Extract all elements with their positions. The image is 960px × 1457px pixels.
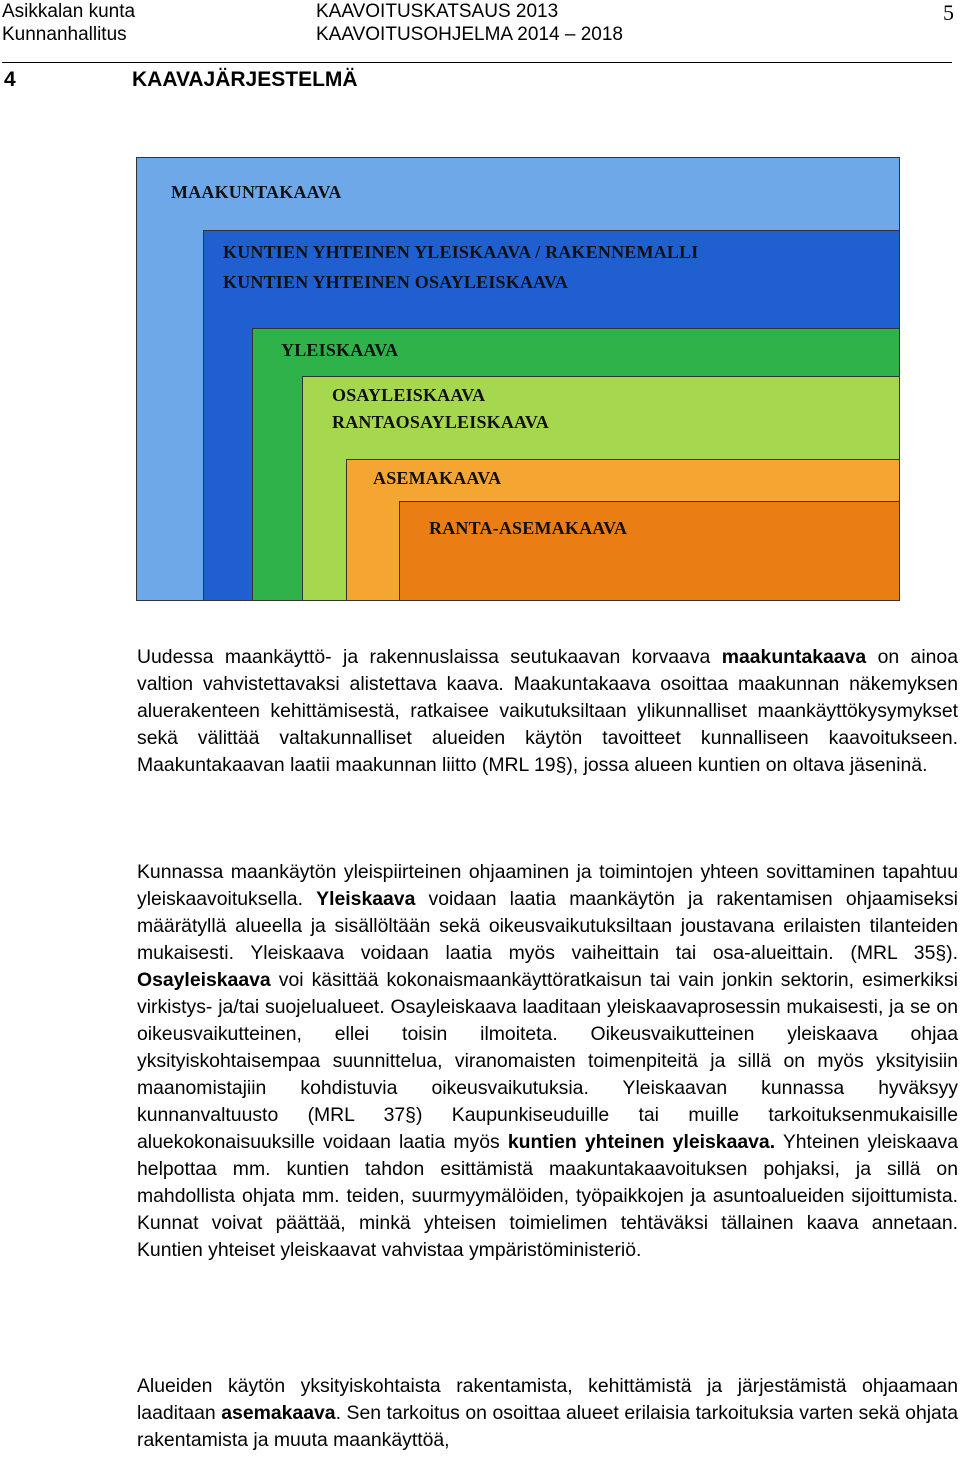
department-name: Kunnanhallitus (2, 24, 127, 45)
bold-term: Osayleiskaava (137, 969, 271, 991)
paragraph-asemakaava (137, 1373, 958, 1454)
plan-hierarchy-diagram (136, 157, 900, 601)
bold-term: maakuntakaava (721, 646, 867, 668)
label-kuntien-yhteinen-osayleiskaava: KUNTIEN YHTEINEN OSAYLEISKAAVA (223, 272, 569, 292)
section-title: KAAVAJÄRJESTELMÄ (132, 68, 358, 91)
label-maakuntakaava: MAAKUNTAKAAVA (171, 182, 342, 202)
document-title: KAAVOITUSKATSAUS 2013 (316, 1, 559, 22)
label-kuntien-yhteinen-yleiskaava: KUNTIEN YHTEINEN YLEISKAAVA / RAKENNEMALLI (223, 242, 699, 262)
text-run: Yhteinen yleiskaava helpottaa mm. kuntien tahdon esittämistä maakuntakaavoituksen pohjaksi, ja sillä on mahdollista ohjata mm. teiden, suurmyymälöiden, työpaikkojen ja asuntoalueiden sijoittumista. Kunnat voivat päättää, minkä yhteisen toimielimen tehtäväksi tällainen kaava annetaan. Kuntien yhteiset yleiskaavat vahvistaa ympäristöministeriö. (137, 1131, 959, 1261)
section-heading (4, 68, 358, 92)
text-run: Kunnassa maankäytön yleispiirteinen ohjaaminen ja toimintojen yhteen sovittaminen tapahtuu yleiskaavoituksella. (137, 861, 958, 910)
text-run: . Sen tarkoitus on osoittaa alueet erilaisia tarkoituksia varten sekä ohjata rakentamista ja muuta maankäyttöä, (137, 1402, 958, 1451)
text-run: voi käsittää kokonaismaankäyttöratkaisun tai vain jonkin sektorin, esimerkiksi virkistys- ja/tai suojelualueet. Osayleiskaava laaditaan yleiskaavaprosessin mukaisesti, ja se on oikeusvaikutteinen, ellei toisin ilmoiteta. Oikeusvaikutteinen yleiskaava ohjaa yksityiskohtaisempaa suunnittelua, viranomaisten toimenpiteitä ja sillä on myös yksityisiin maanomistajiin kohdistuvia oikeusvaikutuksia. Yleiskaavan kunnassa hyväksyy kunnanvaltuusto (MRL 37§) Kaupunkiseuduille tai muille tarkoituksenmukaisille aluekokonaisuuksille voidaan laatia myös (137, 969, 958, 1153)
label-rantaosayleiskaava: RANTAOSAYLEISKAAVA (332, 412, 550, 432)
paragraph-maakuntakaava (137, 644, 958, 779)
bold-term: kuntien yhteinen yleiskaava. (507, 1131, 776, 1153)
label-ranta-asemakaava: RANTA-ASEMAKAAVA (429, 518, 628, 538)
municipality-name: Asikkalan kunta (2, 1, 136, 22)
level-box-ranta-asemakaava (399, 501, 899, 600)
label-yleiskaava: YLEISKAAVA (281, 340, 399, 360)
document-subtitle: KAAVOITUSOHJELMA 2014 – 2018 (316, 24, 623, 45)
label-asemakaava: ASEMAKAAVA (373, 468, 502, 488)
paragraph-yleiskaava (137, 859, 958, 1264)
text-run: Alueiden käytön yksityiskohtaista rakentamista, kehittämistä ja järjestämistä ohjaamaan laaditaan (137, 1375, 958, 1424)
text-run: voidaan laatia maankäytön ja rakentamisen ohjaamiseksi määrätyllä alueella ja sisällöltään sekä oikeusvaikutuksiltaan joustavana erilaisten tilanteiden mukaisesti. Yleiskaava voidaan laatia myös vaiheittain tai osa-alueittain. (MRL 35§). (137, 888, 958, 964)
header-left (2, 0, 135, 46)
bold-term: asemakaava (221, 1402, 336, 1424)
bold-term: Yleiskaava (316, 888, 416, 910)
page-number: 5 (943, 0, 954, 25)
text-run: Uudessa maankäyttö- ja rakennuslaissa seutukaavan korvaava (137, 646, 722, 668)
header-center (316, 0, 623, 46)
text-run: on ainoa valtion vahvistettavaksi alistettava kaava. Maakuntakaava osoittaa maakunnan näkemyksen aluerakenteen kehittämisestä, ratkaisee vaikutuksiltaan ylikunnalliset maankäyttökysymykset sekä välittää valtakunnalliset alueiden käytön tavoitteet kunnalliseen kaavoitukseen. Maakuntakaavan laatii maakunnan liitto (MRL 19§), jossa alueen kuntien on oltava jäseninä. (137, 646, 958, 776)
label-osayleiskaava: OSAYLEISKAAVA (332, 385, 486, 405)
section-number: 4 (4, 68, 16, 91)
header-divider (2, 62, 952, 63)
